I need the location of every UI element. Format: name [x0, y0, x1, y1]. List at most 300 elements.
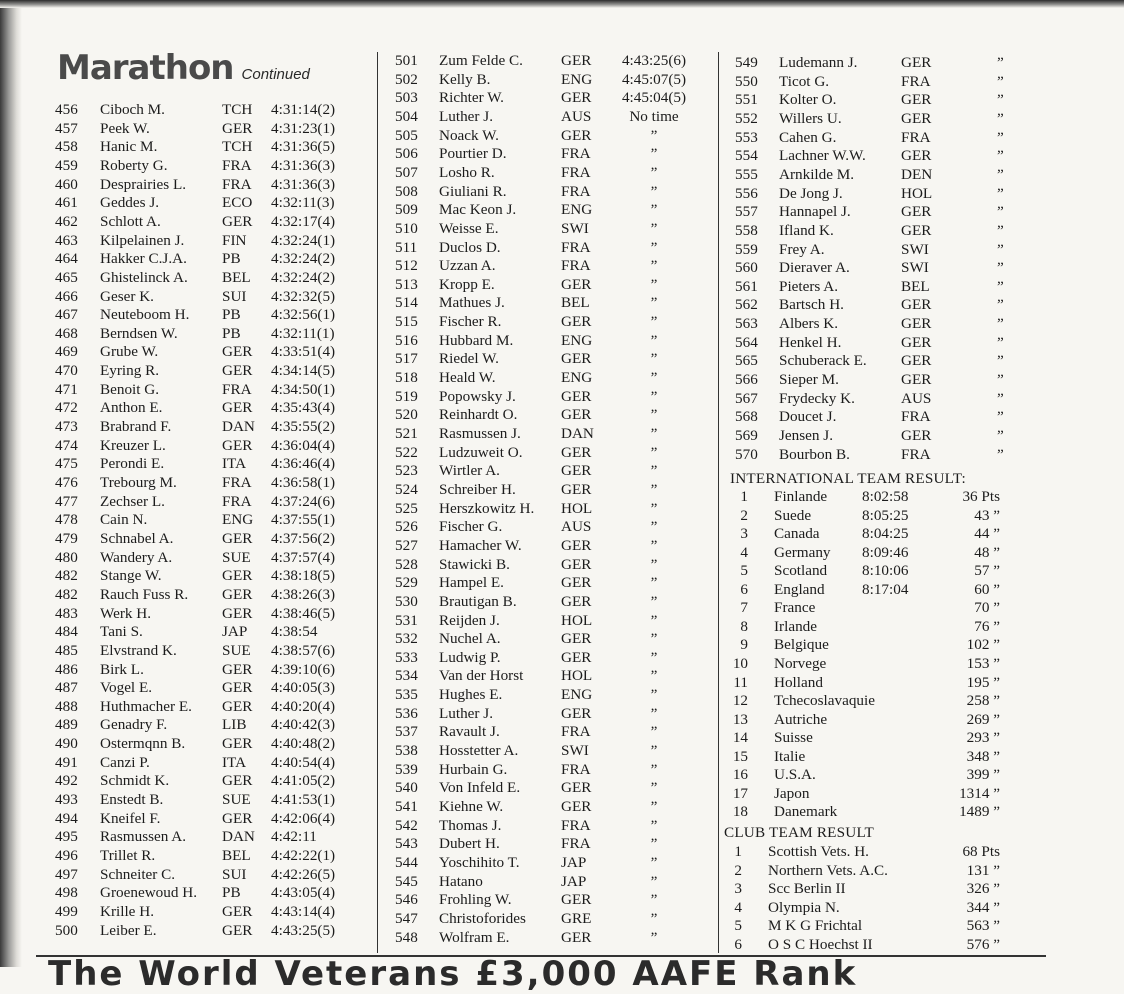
- finish-time: 4:34:50(1): [271, 380, 336, 398]
- runner-name: Duclos D.: [439, 238, 501, 256]
- place-number: 540: [395, 779, 418, 797]
- finish-time: ”: [650, 648, 658, 666]
- club-rank: 5: [734, 917, 742, 935]
- place-number: 550: [735, 72, 758, 90]
- place-number: 499: [55, 902, 78, 920]
- country-code: BEL: [901, 277, 930, 295]
- finish-time: 4:40:42(3): [271, 716, 336, 734]
- country-code: GER: [561, 89, 592, 107]
- finish-time: ”: [650, 387, 658, 405]
- team-rank: 2: [740, 506, 748, 524]
- column-divider-1: [377, 52, 378, 953]
- country-code: TCH: [222, 101, 253, 118]
- place-number: 547: [395, 909, 418, 927]
- runner-name: Geser K.: [100, 287, 154, 305]
- finish-time: ”: [997, 54, 1004, 71]
- country-code: AUS: [561, 518, 592, 536]
- runner-name: Canzi P.: [100, 753, 150, 771]
- country-code: GER: [222, 679, 253, 697]
- country-code: GER: [561, 480, 592, 498]
- finish-time: ”: [650, 928, 658, 946]
- country-code: GER: [901, 371, 932, 389]
- country-code: ITA: [222, 455, 247, 473]
- country-code: GER: [222, 604, 253, 622]
- runner-name: Schnabel A.: [100, 529, 174, 547]
- country-code: GER: [901, 315, 932, 333]
- finish-time: ”: [650, 630, 658, 648]
- finish-time: ”: [650, 369, 658, 387]
- finish-time: 4:36:58(1): [271, 474, 336, 491]
- team-time: 8:10:06: [862, 562, 909, 580]
- country-code: FRA: [901, 408, 931, 426]
- runner-name: Hatano: [439, 872, 483, 890]
- place-number: 471: [55, 380, 78, 398]
- runner-name: Trebourg M.: [100, 474, 177, 491]
- country-code: GER: [561, 52, 592, 69]
- place-number: 520: [395, 406, 418, 424]
- team-points: 70 ”: [974, 599, 1000, 617]
- place-number: 464: [55, 250, 78, 268]
- team-country: Japon: [774, 784, 810, 802]
- team-points: 348 ”: [966, 747, 1000, 765]
- place-number: 466: [55, 287, 78, 305]
- finish-time: 4:32:17(4): [271, 212, 336, 230]
- place-number: 485: [55, 641, 78, 659]
- place-number: 456: [55, 101, 78, 118]
- finish-time: 4:36:46(4): [271, 455, 336, 473]
- finish-time: ”: [997, 184, 1004, 202]
- team-country: Germany: [774, 543, 831, 561]
- finish-time: 4:45:07(5): [621, 70, 687, 88]
- runner-name: Kolter O.: [779, 91, 837, 109]
- team-points: 399 ”: [966, 766, 1000, 784]
- country-code: ENG: [561, 331, 593, 349]
- runner-name: Frydecky K.: [779, 389, 855, 407]
- runner-name: Hakker C.J.A.: [100, 250, 187, 268]
- place-number: 535: [395, 686, 418, 704]
- runner-name: Wirtler A.: [439, 462, 500, 480]
- country-code: GER: [222, 772, 253, 790]
- team-rank: 15: [732, 747, 748, 765]
- team-points: 43 ”: [974, 506, 1000, 524]
- finish-time: ”: [650, 443, 658, 461]
- team-time: 8:17:04: [862, 580, 909, 598]
- runner-name: Bourbon B.: [779, 445, 850, 463]
- runner-name: Wolfram E.: [439, 928, 510, 946]
- finish-time: ”: [650, 704, 658, 722]
- place-number: 470: [55, 362, 78, 380]
- runner-name: Fischer G.: [439, 518, 503, 536]
- country-code: GER: [561, 630, 592, 648]
- finish-time: 4:42:26(5): [271, 865, 336, 883]
- runner-name: Schlott A.: [100, 212, 161, 230]
- runner-name: Mac Keon J.: [439, 201, 517, 219]
- country-code: FRA: [222, 156, 252, 174]
- runner-name: Thomas J.: [439, 816, 502, 834]
- place-number: 521: [395, 425, 418, 442]
- place-number: 489: [55, 716, 78, 734]
- runner-name: Peek W.: [100, 119, 150, 137]
- runner-name: Groenewoud H.: [100, 884, 198, 902]
- finish-time: 4:42:11: [271, 828, 317, 846]
- country-code: ENG: [561, 686, 593, 704]
- finish-time: ”: [650, 499, 658, 517]
- finish-time: ”: [650, 574, 658, 592]
- place-number: 534: [395, 667, 418, 685]
- country-code: ITA: [222, 753, 247, 771]
- finish-time: ”: [650, 257, 658, 275]
- team-country: Canada: [774, 525, 820, 543]
- country-code: FRA: [222, 474, 252, 491]
- finish-time: ”: [997, 165, 1004, 183]
- runner-name: Dubert H.: [439, 835, 500, 853]
- runner-name: Ticot G.: [779, 72, 830, 90]
- country-code: ENG: [561, 70, 593, 88]
- team-time: 8:05:25: [862, 506, 909, 524]
- country-code: SWI: [901, 240, 929, 258]
- finish-time: 4:31:23(1): [271, 119, 336, 137]
- runner-name: Wandery A.: [100, 548, 173, 566]
- country-code: GER: [222, 436, 253, 454]
- place-number: 505: [395, 126, 418, 144]
- country-code: GER: [561, 704, 592, 722]
- country-code: SUE: [222, 548, 251, 566]
- finish-time: ”: [997, 352, 1004, 370]
- runner-name: Stange W.: [100, 567, 162, 585]
- club-team-heading: CLUB TEAM RESULT: [724, 824, 875, 841]
- place-number: 504: [395, 107, 418, 125]
- country-code: GER: [222, 362, 253, 380]
- country-code: PB: [222, 250, 241, 268]
- runner-name: Trillet R.: [100, 847, 156, 864]
- runner-name: Luther J.: [439, 704, 493, 722]
- country-code: DAN: [561, 425, 594, 442]
- team-rank: 5: [740, 562, 748, 580]
- runner-name: Brautigan B.: [439, 592, 517, 610]
- place-number: 467: [55, 306, 78, 324]
- team-rank: 17: [732, 784, 748, 802]
- place-number: 538: [395, 742, 418, 760]
- country-code: GER: [561, 443, 592, 461]
- club-points: 131 ”: [966, 861, 1000, 879]
- place-number: 511: [395, 238, 418, 256]
- finish-time: ”: [650, 742, 658, 760]
- finish-time: ”: [997, 109, 1004, 127]
- country-code: FRA: [901, 128, 931, 146]
- country-code: FRA: [222, 380, 252, 398]
- place-number: 555: [735, 165, 758, 183]
- runner-name: Henkel H.: [779, 333, 842, 351]
- runner-name: Geddes J.: [100, 194, 160, 212]
- team-time: 8:02:58: [862, 488, 909, 505]
- finish-time: 4:32:24(2): [271, 250, 336, 268]
- team-rank: 6: [740, 580, 748, 598]
- place-number: 496: [55, 847, 78, 864]
- country-code: GER: [222, 660, 253, 678]
- place-number: 483: [55, 604, 78, 622]
- club-points: 563 ”: [966, 917, 1000, 935]
- runner-name: Riedel W.: [439, 350, 499, 368]
- country-code: GER: [901, 221, 932, 239]
- team-country: Tchecoslavaquie: [774, 692, 875, 710]
- runner-name: Fischer R.: [439, 313, 502, 331]
- place-number: 462: [55, 212, 78, 230]
- place-number: 527: [395, 536, 418, 554]
- place-number: 566: [735, 371, 758, 389]
- runner-name: Doucet J.: [779, 408, 837, 426]
- country-code: GER: [901, 147, 932, 165]
- place-number: 523: [395, 462, 418, 480]
- country-code: BEL: [222, 268, 251, 286]
- runner-name: Hamacher W.: [439, 536, 522, 554]
- runner-name: Ghistelinck A.: [100, 268, 188, 286]
- country-code: GER: [561, 592, 592, 610]
- finish-time: 4:37:56(2): [271, 529, 336, 547]
- team-points: 48 ”: [974, 543, 1000, 561]
- place-number: 479: [55, 529, 78, 547]
- place-number: 478: [55, 511, 78, 529]
- place-number: 465: [55, 268, 78, 286]
- place-number: 525: [395, 499, 418, 517]
- place-number: 548: [395, 928, 418, 946]
- country-code: ENG: [561, 369, 593, 387]
- finish-time: 4:38:54: [271, 623, 318, 641]
- place-number: 562: [735, 296, 758, 314]
- runner-name: Brabrand F.: [100, 418, 172, 436]
- place-number: 482: [55, 585, 78, 603]
- runner-name: Jensen J.: [779, 427, 833, 444]
- country-code: GER: [901, 427, 932, 444]
- finish-time: ”: [997, 72, 1004, 90]
- runner-name: Weisse E.: [439, 219, 499, 237]
- place-number: 531: [395, 611, 418, 629]
- runner-name: Huthmacher E.: [100, 697, 192, 715]
- runner-name: Giuliani R.: [439, 182, 507, 200]
- team-country: Suisse: [774, 729, 813, 747]
- place-number: 488: [55, 697, 78, 715]
- team-rank: 12: [732, 692, 748, 710]
- finish-time: ”: [997, 259, 1004, 277]
- finish-time: ”: [650, 667, 658, 685]
- place-number: 560: [735, 259, 758, 277]
- finish-time: 4:40:20(4): [271, 697, 336, 715]
- runner-name: Van der Horst: [439, 667, 524, 685]
- country-code: GER: [561, 891, 592, 909]
- finish-time: ”: [650, 555, 658, 573]
- finish-time: 4:31:36(5): [271, 138, 336, 156]
- place-number: 509: [395, 201, 418, 219]
- place-number: 486: [55, 660, 78, 678]
- country-code: GER: [222, 212, 253, 230]
- runner-name: Birk L.: [100, 660, 144, 678]
- runner-name: Desprairies L.: [100, 175, 187, 193]
- team-points: 258 ”: [966, 692, 1000, 710]
- country-code: HOL: [561, 611, 593, 629]
- runner-name: Nuchel A.: [439, 630, 501, 648]
- team-points: 57 ”: [974, 562, 1000, 580]
- runner-name: Schmidt K.: [100, 772, 170, 790]
- country-code: PB: [222, 324, 241, 342]
- runner-name: Bartsch H.: [779, 296, 844, 314]
- runner-name: Ciboch M.: [100, 101, 165, 118]
- international-team-heading: INTERNATIONAL TEAM RESULT:: [730, 470, 966, 487]
- finish-time: ”: [997, 128, 1004, 146]
- finish-time: 4:35:43(4): [271, 399, 336, 417]
- runner-name: Kilpelainen J.: [100, 231, 185, 249]
- country-code: FRA: [901, 445, 931, 463]
- country-code: ENG: [222, 511, 254, 529]
- finish-time: ”: [650, 891, 658, 909]
- finish-time: ”: [650, 611, 658, 629]
- runner-name: Schuberack E.: [779, 352, 867, 370]
- place-number: 552: [735, 109, 758, 127]
- place-number: 502: [395, 70, 418, 88]
- runner-name: Reinhardt O.: [439, 406, 518, 424]
- country-code: HOL: [561, 499, 593, 517]
- runner-name: Kropp E.: [439, 275, 495, 293]
- finish-time: ”: [650, 126, 658, 144]
- finish-time: 4:34:14(5): [271, 362, 336, 380]
- finish-time: 4:37:55(1): [271, 511, 336, 529]
- runner-name: Pourtier D.: [439, 145, 507, 163]
- place-number: 480: [55, 548, 78, 566]
- country-code: GER: [561, 928, 592, 946]
- finish-time: 4:37:24(6): [271, 492, 336, 510]
- country-code: FRA: [222, 175, 252, 193]
- runner-name: Kreuzer L.: [100, 436, 166, 454]
- finish-time: 4:32:11(1): [271, 324, 335, 342]
- finish-time: ”: [650, 462, 658, 480]
- next-article-heading-text: The World Veterans £3,000 AAFE Rank: [48, 954, 858, 994]
- country-code: FRA: [561, 182, 591, 200]
- club-name: O S C Hoechst II: [768, 936, 873, 953]
- place-number: 522: [395, 443, 418, 461]
- team-rank: 4: [740, 543, 748, 561]
- runner-name: Ifland K.: [779, 221, 834, 239]
- runner-name: Lachner W.W.: [779, 147, 866, 165]
- finish-time: ”: [997, 333, 1004, 351]
- country-code: FRA: [901, 72, 931, 90]
- country-code: GER: [901, 91, 932, 109]
- place-number: 468: [55, 324, 78, 342]
- runner-name: Krille H.: [100, 902, 154, 920]
- place-number: 458: [55, 138, 78, 156]
- finish-time: 4:38:26(3): [271, 585, 336, 603]
- country-code: ENG: [561, 201, 593, 219]
- place-number: 528: [395, 555, 418, 573]
- country-code: DEN: [901, 165, 933, 183]
- country-code: LIB: [222, 716, 247, 734]
- place-number: 561: [735, 277, 758, 295]
- country-code: JAP: [222, 623, 248, 641]
- place-number: 514: [395, 294, 418, 312]
- finish-time: ”: [650, 201, 658, 219]
- team-country: Suede: [774, 506, 812, 524]
- club-rank: 6: [734, 936, 742, 953]
- team-rank: 18: [732, 803, 748, 821]
- finish-time: ”: [650, 331, 658, 349]
- place-number: 460: [55, 175, 78, 193]
- country-code: GER: [561, 779, 592, 797]
- runner-name: Zum Felde C.: [439, 52, 523, 69]
- country-code: GER: [561, 574, 592, 592]
- runner-name: Rasmussen J.: [439, 425, 521, 442]
- place-number: 568: [735, 408, 758, 426]
- finish-time: ”: [650, 480, 658, 498]
- place-number: 533: [395, 648, 418, 666]
- place-number: 558: [735, 221, 758, 239]
- country-code: JAP: [561, 853, 587, 871]
- next-article-heading: [48, 954, 948, 994]
- runner-name: Hanic M.: [100, 138, 158, 156]
- place-number: 545: [395, 872, 418, 890]
- team-points: 76 ”: [974, 617, 1000, 635]
- team-points: 102 ”: [966, 636, 1000, 654]
- finish-time: 4:32:24(2): [271, 268, 336, 286]
- place-number: 554: [735, 147, 758, 165]
- team-country: France: [774, 599, 816, 617]
- country-code: GER: [561, 275, 592, 293]
- place-number: 463: [55, 231, 78, 249]
- finish-time: 4:32:56(1): [271, 306, 336, 324]
- country-code: GER: [901, 352, 932, 370]
- place-number: 530: [395, 592, 418, 610]
- place-number: 475: [55, 455, 78, 473]
- place-number: 567: [735, 389, 758, 407]
- place-number: 526: [395, 518, 418, 536]
- team-points: 60 ”: [974, 580, 1000, 598]
- country-code: GER: [901, 333, 932, 351]
- finish-time: 4:40:54(4): [271, 753, 336, 771]
- country-code: JAP: [561, 872, 587, 890]
- finish-time: 4:43:14(4): [271, 902, 336, 920]
- club-points: 68 Pts: [962, 843, 1000, 860]
- finish-time: ”: [650, 238, 658, 256]
- finish-time: ”: [997, 408, 1004, 426]
- finish-time: 4:38:18(5): [271, 567, 336, 585]
- place-number: 512: [395, 257, 418, 275]
- runner-name: Luther J.: [439, 107, 493, 125]
- club-rank: 2: [734, 861, 742, 879]
- finish-time: 4:32:11(3): [271, 194, 335, 212]
- runner-name: Ludwig P.: [439, 648, 501, 666]
- country-code: SUI: [222, 865, 247, 883]
- country-code: GER: [561, 536, 592, 554]
- runner-name: Hughes E.: [439, 686, 503, 704]
- finish-time: 4:33:51(4): [271, 343, 336, 361]
- runner-name: Arnkilde M.: [779, 165, 855, 183]
- place-number: 484: [55, 623, 78, 641]
- team-country: Norvege: [774, 654, 827, 672]
- runner-name: Hosstetter A.: [439, 742, 519, 760]
- place-number: 482: [55, 567, 78, 585]
- runner-name: Yoschihito T.: [439, 853, 520, 871]
- club-points: 576 ”: [966, 936, 1000, 953]
- place-number: 565: [735, 352, 758, 370]
- country-code: HOL: [561, 667, 593, 685]
- runner-name: Albers K.: [779, 315, 839, 333]
- finish-time: 4:35:55(2): [271, 418, 336, 436]
- team-country: Autriche: [774, 710, 828, 728]
- runner-name: Cahen G.: [779, 128, 837, 146]
- finish-time: 4:45:04(5): [621, 89, 687, 107]
- runner-name: Grube W.: [100, 343, 159, 361]
- finish-time: ”: [650, 853, 658, 871]
- place-number: 543: [395, 835, 418, 853]
- place-number: 469: [55, 343, 78, 361]
- runner-name: Hurbain G.: [439, 760, 508, 778]
- place-number: 559: [735, 240, 758, 258]
